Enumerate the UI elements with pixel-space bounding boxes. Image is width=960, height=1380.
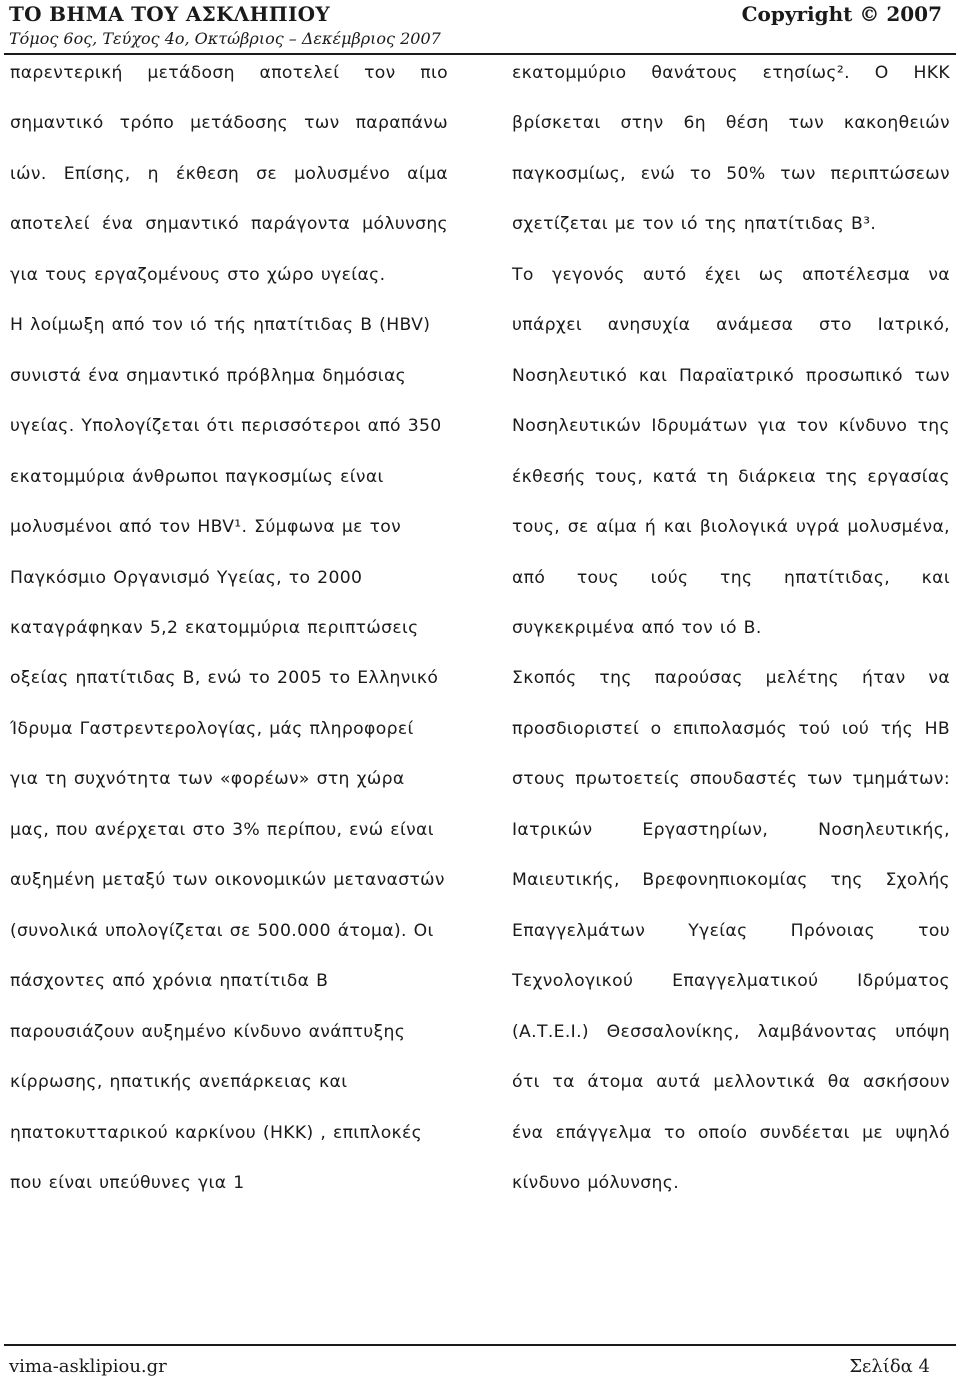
paragraph: εκατομμύριο θανάτους ετησίως². Ο ΗΚΚ βρίσκεται στην 6η θέση των κακοηθειών παγκοσμίως, ενώ το 50% των περιπτώσεων σχετίζεται με τον ιό της ηπατίτιδας Β³. bbox=[512, 63, 950, 235]
issue-info: Τόμος 6ος, Τεύχος 4ο, Οκτώβριος – Δεκέμβριος 2007 bbox=[9, 29, 441, 48]
footer-divider bbox=[4, 1344, 956, 1346]
page-number: Σελίδα 4 bbox=[849, 1356, 930, 1377]
paragraph: παρεντερική μετάδοση αποτελεί τον πιο σημαντικό τρόπο μετάδοσης των παραπάνω ιών. Επίσης, η έκθεση σε μολυσμένο αίμα αποτελεί ένα σημαντικό παράγοντα μόλυνσης για τους εργαζομένους στο χώρο υγείας. bbox=[10, 63, 448, 285]
paragraph: Το γεγονός αυτό έχει ως αποτέλεσμα να υπάρχει ανησυχία ανάμεσα στο Ιατρικό, Νοσηλευτικό και Παραϊατρικό προσωπικό των Νοσηλευτικών Ιδρυμάτων για τον κίνδυνο της έκθεσής τους, κατά τη διάρκεια της εργασίας τους, σε αίμα ή και βιολογικά υγρά μολυσμένα, από τους ιούς της ηπατίτιδας, και συγκεκριμένα από τον ιό Β. bbox=[512, 264, 950, 638]
copyright-notice: Copyright © 2007 bbox=[741, 2, 942, 26]
paragraph: Η λοίμωξη από τον ιό τής ηπατίτιδας Β (HBV) συνιστά ένα σημαντικό πρόβλημα δημόσιας υγείας. Υπολογίζεται ότι περισσότεροι από 350 εκατομμύρια άνθρωποι παγκοσμίως είναι μολυσμένοι από τον HBV¹. Σύμφωνα με τον Παγκόσμιο Οργανισμό Υγείας, το 2000 καταγράφηκαν 5,2 εκατομμύρια περιπτώσεις οξείας ηπατίτιδας Β, ενώ το 2005 το Ελληνικό Ίδρυμα Γαστρεντερολογίας, μάς πληροφορεί για τη συχνότητα των «φορέων» στη χώρα μας, που ανέρχεται στο 3% περίπου, ενώ είναι αυξημένη μεταξύ των οικονομικών μεταναστών (συνολικά υπολογίζεται σε 500.000 άτομα). Οι πάσχοντες από χρόνια ηπατίτιδα Β παρουσιάζουν αυξημένο κίνδυνο ανάπτυξης κίρρωσης, ηπατικής ανεπάρκειας και ηπατοκυτταρικού καρκίνου (ΗΚΚ) , επιπλοκές που είναι υπεύθυνες για 1 bbox=[10, 315, 445, 1193]
paragraph: Σκοπός της παρούσας μελέτης ήταν να προσδιοριστεί ο επιπολασμός τού ιού τής ΗΒ στους πρωτοετείς σπουδαστές των τμημάτων: Ιατρικών Εργαστηρίων, Νοσηλευτικής, Μαιευτικής, Βρεφονηπιοκομίας της Σχολής Επαγγελμάτων Υγείας Πρόνοιας του Τεχνολογικού Επαγγελματικού Ιδρύματος (Α.Τ.Ε.Ι.) Θεσσαλονίκης, λαμβάνοντας υπόψη ότι τα άτομα αυτά μελλοντικά θα ασκήσουν ένα επάγγελμα το οποίο συνδέεται με υψηλό κίνδυνο μόλυνσης. bbox=[512, 668, 950, 1193]
website-label: vima-asklipiou.gr bbox=[9, 1356, 167, 1377]
left-column bbox=[10, 48, 448, 1208]
right-column bbox=[512, 48, 950, 1208]
journal-title: ΤΟ ΒΗΜΑ ΤΟΥ ΑΣΚΛΗΠΙΟΥ bbox=[9, 2, 330, 26]
page-footer bbox=[0, 1344, 960, 1380]
page-header bbox=[0, 0, 960, 54]
